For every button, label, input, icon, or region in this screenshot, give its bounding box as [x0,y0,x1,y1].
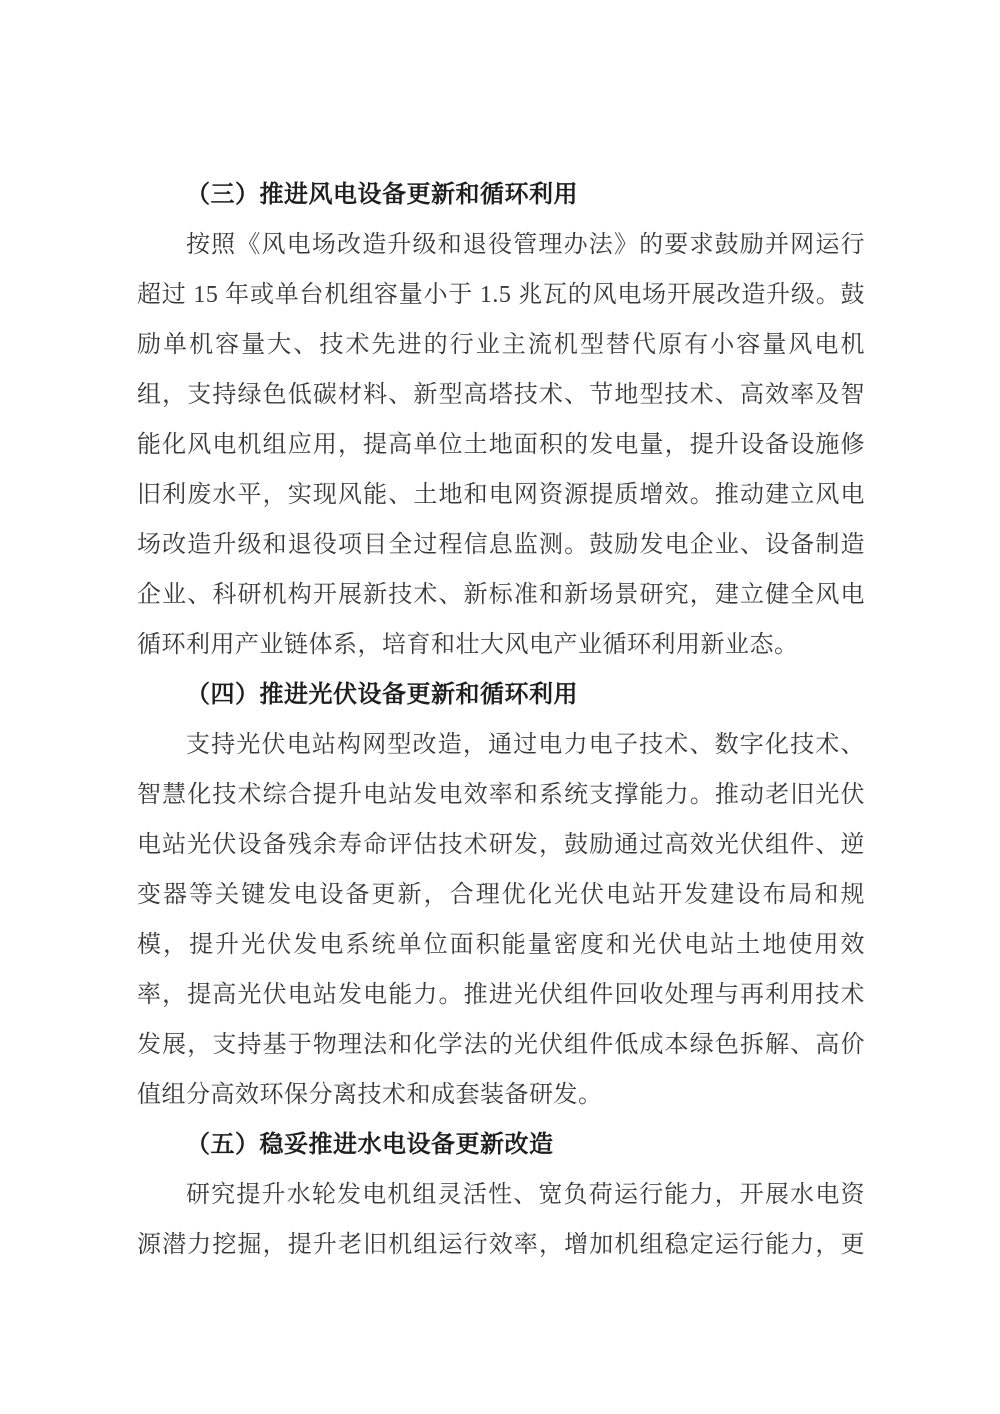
body-line: 支持光伏电站构网型改造，通过电力电子技术、数字化技术、 [186,732,865,758]
body-line: 组，支持绿色低碳材料、新型高塔技术、节地型技术、高效率及智 [137,382,865,408]
section-heading-hydro: （五）稳妥推进水电设备更新改造 [186,1132,554,1158]
body-line: 超过 15 年或单台机组容量小于 1.5 兆瓦的风电场开展改造升级。鼓 [137,282,865,308]
body-line: 旧利废水平，实现风能、土地和电网资源提质增效。推动建立风电 [137,482,865,508]
body-line: 发展，支持基于物理法和化学法的光伏组件低成本绿色拆解、高价 [137,1032,865,1058]
body-line: 率，提高光伏电站发电能力。推进光伏组件回收处理与再利用技术 [137,982,865,1008]
body-line: 循环利用产业链体系，培育和壮大风电产业循环利用新业态。 [137,632,799,658]
body-line: 能化风电机组应用，提高单位土地面积的发电量，提升设备设施修 [137,432,865,458]
body-line: 按照《风电场改造升级和退役管理办法》的要求鼓励并网运行 [186,232,865,258]
section-heading-solar: （四）推进光伏设备更新和循环利用 [186,682,578,708]
section-heading-wind: （三）推进风电设备更新和循环利用 [186,182,578,208]
body-line: 值组分高效环保分离技术和成套装备研发。 [137,1082,603,1108]
body-line: 企业、科研机构开展新技术、新标准和新场景研究，建立健全风电 [137,582,865,608]
body-line: 场改造升级和退役项目全过程信息监测。鼓励发电企业、设备制造 [137,532,865,558]
body-line: 变器等关键发电设备更新，合理优化光伏电站开发建设布局和规 [137,882,865,908]
document-content [137,170,865,1270]
body-line: 模，提升光伏发电系统单位面积能量密度和光伏电站土地使用效 [137,932,865,958]
body-line: 研究提升水轮发电机组灵活性、宽负荷运行能力，开展水电资 [186,1182,865,1208]
body-line: 源潜力挖掘，提升老旧机组运行效率，增加机组稳定运行能力，更 [137,1232,865,1258]
body-line: 电站光伏设备残余寿命评估技术研发，鼓励通过高效光伏组件、逆 [137,832,865,858]
body-line: 励单机容量大、技术先进的行业主流机型替代原有小容量风电机 [137,332,865,358]
body-line: 智慧化技术综合提升电站发电效率和系统支撑能力。推动老旧光伏 [137,782,865,808]
